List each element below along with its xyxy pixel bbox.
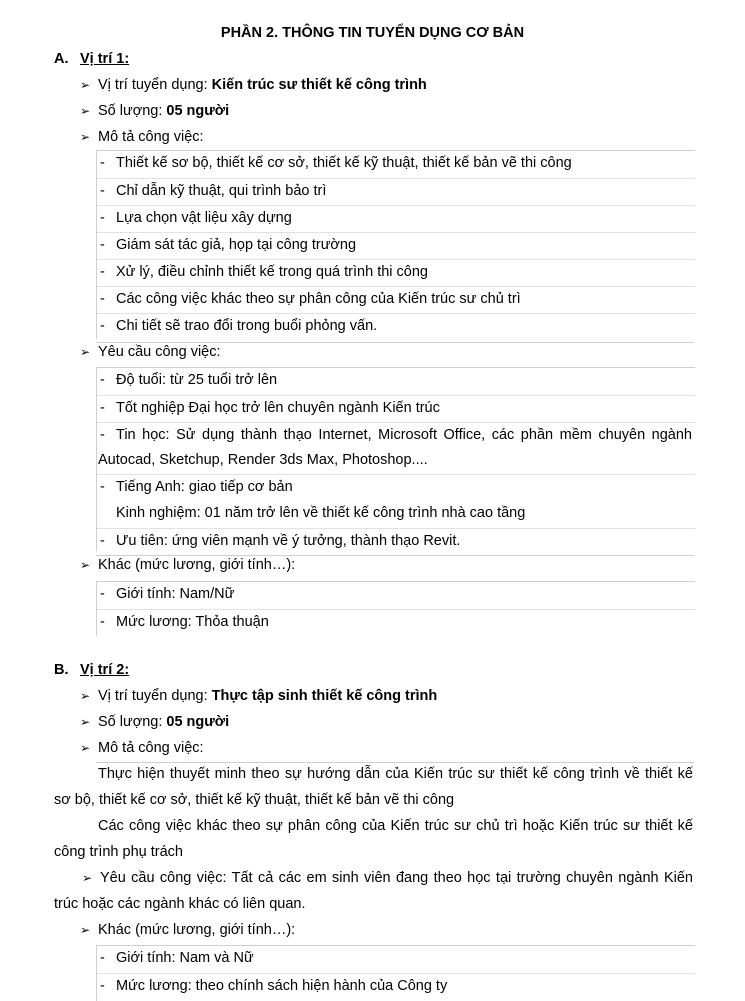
- a-desc-item-text: Chỉ dẫn kỹ thuật, qui trình bảo trì: [116, 183, 327, 199]
- a-quantity-label: Số lượng:: [98, 103, 167, 119]
- a-desc-item-text: Giám sát tác giả, họp tại công trường: [116, 237, 357, 253]
- list-item: [97, 368, 695, 394]
- b-other-heading: [80, 922, 295, 938]
- list-item: [97, 205, 695, 232]
- a-other-label: Khác (mức lương, giới tính…):: [98, 557, 296, 573]
- list-item: [97, 946, 695, 972]
- section-b-heading: [54, 662, 129, 678]
- a-req-list: [96, 367, 695, 551]
- list-item: [97, 973, 695, 1000]
- a-desc-list: [96, 150, 695, 339]
- a-req-item-continuation: Autocad, Sketchup, Render 3ds Max, Photoshop....: [98, 452, 428, 468]
- dash-bullet: -: [100, 586, 105, 602]
- b-req-line1: [82, 870, 693, 886]
- b-quantity-label: Số lượng:: [98, 714, 167, 730]
- dash-bullet: -: [100, 155, 105, 171]
- section-b-label: Vị trí 2:: [80, 662, 130, 678]
- list-item: [97, 528, 695, 555]
- a-desc-item-text: Lựa chọn vật liệu xây dựng: [116, 210, 292, 226]
- list-item: [97, 609, 695, 636]
- list-item: [97, 232, 695, 259]
- b-other-label: Khác (mức lương, giới tính…):: [98, 922, 296, 938]
- a-other-item-text: Mức lương: Thỏa thuận: [116, 614, 269, 630]
- dash-bullet: -: [100, 210, 105, 226]
- a-position-item: [80, 77, 427, 93]
- arrow-bullet-icon: ➢: [80, 715, 91, 729]
- a-position-label: Vị trí tuyển dụng:: [98, 77, 212, 93]
- a-req-item-text: Tốt nghiệp Đại học trở lên chuyên ngành Kiến trúc: [116, 400, 440, 416]
- b-position-value: Thực tập sinh thiết kế công trình: [211, 688, 438, 704]
- a-quantity-value: 05 người: [166, 103, 230, 119]
- list-item: [97, 582, 695, 608]
- a-req-label: Yêu cầu công việc:: [98, 344, 221, 360]
- b-position-item: [80, 688, 437, 704]
- dash-bullet: -: [100, 427, 105, 443]
- a-req-heading: [80, 344, 221, 360]
- list-item: [97, 178, 695, 205]
- b-req-text: Yêu cầu công việc: Tất cả các em sinh viên đang theo học tại trường chuyên ngành Kiến: [100, 870, 693, 886]
- arrow-bullet-icon: ➢: [80, 78, 91, 92]
- section-b-number: B.: [54, 662, 69, 678]
- b-desc-p2-line1: Các công việc khác theo sự phân công của Kiến trúc sư chủ trì hoặc Kiến trúc sư thiết kế: [98, 818, 693, 834]
- dash-bullet: -: [100, 400, 105, 416]
- b-position-label: Vị trí tuyển dụng:: [98, 688, 212, 704]
- arrow-bullet-icon: ➢: [80, 923, 91, 937]
- a-desc-heading: [80, 129, 204, 145]
- b-other-item-text: Mức lương: theo chính sách hiện hành của Công ty: [116, 978, 448, 994]
- page-title: PHẦN 2. THÔNG TIN TUYỂN DỤNG CƠ BẢN: [220, 25, 525, 41]
- arrow-bullet-icon: ➢: [80, 741, 91, 755]
- b-desc-p1-line2: sơ bộ, thiết kế cơ sở, thiết kế kỹ thuật, thiết kế bản vẽ thi công: [54, 792, 455, 808]
- a-req-item-text: Ưu tiên: ứng viên mạnh về ý tưởng, thành thạo Revit.: [116, 533, 461, 549]
- list-item: [97, 259, 695, 286]
- dash-bullet: -: [100, 291, 105, 307]
- arrow-bullet-icon: ➢: [80, 345, 91, 359]
- list-item: [97, 474, 695, 501]
- section-a-label: Vị trí 1:: [80, 51, 130, 67]
- a-req-item-text: Kinh nghiệm: 01 năm trở lên về thiết kế công trình nhà cao tầng: [116, 505, 526, 521]
- b-other-list: [96, 945, 695, 1001]
- a-desc-label: Mô tả công việc:: [98, 129, 204, 145]
- list-item: [97, 286, 695, 313]
- list-item: [97, 395, 695, 422]
- dash-bullet: -: [100, 183, 105, 199]
- arrow-bullet-icon: ➢: [80, 558, 91, 572]
- a-other-item-text: Giới tính: Nam/Nữ: [116, 586, 235, 602]
- a-other-list: [96, 581, 695, 636]
- divider: [96, 762, 694, 763]
- dash-bullet: -: [100, 533, 105, 549]
- list-item: [97, 501, 695, 527]
- arrow-bullet-icon: ➢: [80, 104, 91, 118]
- a-req-item-text: Tiếng Anh: giao tiếp cơ bản: [116, 479, 293, 495]
- section-a-number: A.: [54, 51, 69, 67]
- b-desc-p2-line2: công trình phụ trách: [54, 844, 183, 860]
- divider: [96, 555, 694, 556]
- a-quantity-item: [80, 103, 229, 119]
- list-item: [97, 151, 695, 177]
- dash-bullet: -: [100, 950, 105, 966]
- dash-bullet: -: [100, 978, 105, 994]
- dash-bullet: -: [100, 479, 105, 495]
- b-req-line2: trúc hoặc các ngành khác có liên quan.: [54, 896, 306, 912]
- dash-bullet: -: [100, 614, 105, 630]
- b-quantity-item: [80, 714, 229, 730]
- a-desc-item-text: Chi tiết sẽ trao đổi trong buổi phỏng vấn.: [116, 318, 378, 334]
- dash-bullet: -: [100, 372, 105, 388]
- divider: [96, 342, 694, 343]
- a-position-value: Kiến trúc sư thiết kế công trình: [211, 77, 427, 93]
- list-item: [97, 313, 695, 340]
- arrow-bullet-icon: ➢: [80, 130, 91, 144]
- a-desc-item-text: Xử lý, điều chỉnh thiết kế trong quá trình thi công: [116, 264, 428, 280]
- dash-bullet: -: [100, 264, 105, 280]
- b-other-item-text: Giới tính: Nam và Nữ: [116, 950, 254, 966]
- dash-bullet: -: [100, 318, 105, 334]
- a-other-heading: [80, 557, 295, 573]
- b-desc-paragraphs: [54, 766, 693, 912]
- b-quantity-value: 05 người: [166, 714, 230, 730]
- arrow-bullet-icon: ➢: [82, 871, 93, 885]
- a-req-item-text: Độ tuổi: từ 25 tuổi trở lên: [116, 372, 278, 388]
- arrow-bullet-icon: ➢: [80, 689, 91, 703]
- a-desc-item-text: Các công việc khác theo sự phân công của Kiến trúc sư chủ trì: [116, 291, 521, 307]
- b-desc-label: Mô tả công việc:: [98, 740, 204, 756]
- b-desc-p1-line1: Thực hiện thuyết minh theo sự hướng dẫn của Kiến trúc sư thiết kế công trình về thiết kế: [98, 766, 693, 782]
- dash-bullet: -: [100, 237, 105, 253]
- a-req-item-text: Tin học: Sử dụng thành thạo Internet, Microsoft Office, các phần mềm chuyên ngành: [116, 427, 692, 443]
- b-desc-heading: [80, 740, 204, 756]
- a-desc-item-text: Thiết kế sơ bộ, thiết kế cơ sở, thiết kế kỹ thuật, thiết kế bản vẽ thi công: [116, 155, 572, 171]
- section-a-heading: [54, 51, 129, 67]
